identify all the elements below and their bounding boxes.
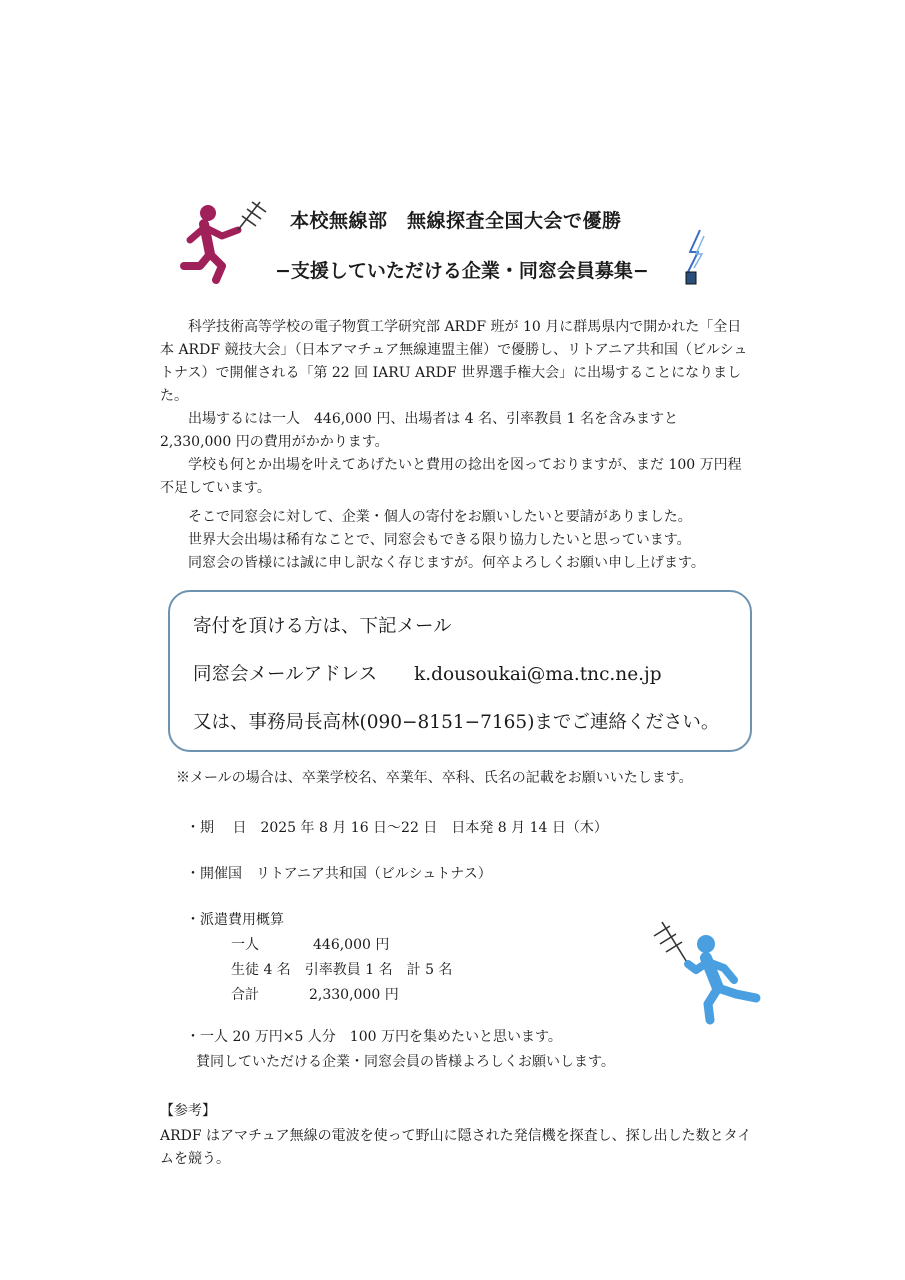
contact-email[interactable]: 同窓会メールアドレス k.dousoukai@ma.tnc.ne.jp [193, 664, 662, 685]
cost-total [231, 984, 431, 1004]
intro-paragraph-2: 出場するには一人 446,000 円、出場者は 4 名、引率教員 1 名を含みますと 2,330,000 円の費用がかかります。 [160, 411, 678, 450]
cost-heading: ・派遣費用概算 [186, 912, 284, 928]
page-title: 本校無線部 無線探査全国大会で優勝 [290, 210, 622, 232]
intro-paragraph-1: 科学技術高等学校の電子物質工学研究部 ARDF 班が 10 月に群馬県内で開かれた「全日本 ARDF 競技大会」（日本アマチュア無線連盟主催）で優勝し、リトアニア共和国（ビルシュトナス）で開催される「第 22 回 IARU ARDF 世界選手権大会」に出場することになりました。 [160, 319, 748, 404]
reference-heading: 【参考】 [160, 1103, 216, 1119]
participants-count: 生徒 4 名 引率教員 1 名 計 5 名 [231, 962, 453, 978]
cost-per-person-label: 一人 [231, 937, 259, 953]
page-subtitle: −支援していただける企業・同窓会員募集− [275, 260, 649, 282]
runner-with-antenna-icon [176, 196, 272, 288]
email-note: ※メールの場合は、卒業学校名、卒業年、卒科、氏名の記載をお願いいたします。 [176, 770, 693, 786]
fundraising-goal: ・一人 20 万円×5 人分 100 万円を集めたいと思います。 [186, 1029, 562, 1045]
cost-total-label: 合計 [231, 987, 259, 1003]
cost-total-value: 2,330,000 円 [309, 987, 399, 1003]
contact-box [168, 590, 752, 752]
contact-intro: 寄付を頂ける方は、下記メール [193, 616, 452, 637]
support-appeal: 賛同していただける企業・同窓会員の皆様よろしくお願いします。 [196, 1054, 615, 1070]
event-period: ・期 日 2025 年 8 月 16 日〜22 日 日本発 8 月 14 日（木） [186, 820, 608, 836]
intro-paragraph-6: 同窓会の皆様には誠に申し訳なく存じますが。何卒よろしくお願い申し上げます。 [188, 555, 705, 571]
intro-paragraph-3: 学校も何とか出場を叶えてあげたいと費用の捻出を図っておりますが、まだ 100 万円程不足しています。 [160, 457, 742, 496]
contact-phone[interactable]: 又は、事務局長高林(090−8151−7165)までご連絡ください。 [193, 712, 720, 733]
intro-paragraph-5: 世界大会出場は稀有なことで、同窓会もできる限り協力したいと思っています。 [188, 532, 691, 548]
runner-with-antenna-icon [648, 914, 768, 1026]
cost-per-person [231, 934, 431, 954]
intro-paragraph-4: そこで同窓会に対して、企業・個人の寄付をお願いしたいと要請がありました。 [188, 509, 692, 525]
cost-per-person-value: 446,000 円 [313, 937, 390, 953]
transmitter-lightning-icon [680, 228, 714, 288]
reference-text: ARDF はアマチュア無線の電波を使って野山に隠された発信機を探査し、探し出した数とタイムを競う。 [160, 1128, 752, 1167]
host-country: ・開催国 リトアニア共和国（ビルシュトナス） [186, 866, 492, 882]
